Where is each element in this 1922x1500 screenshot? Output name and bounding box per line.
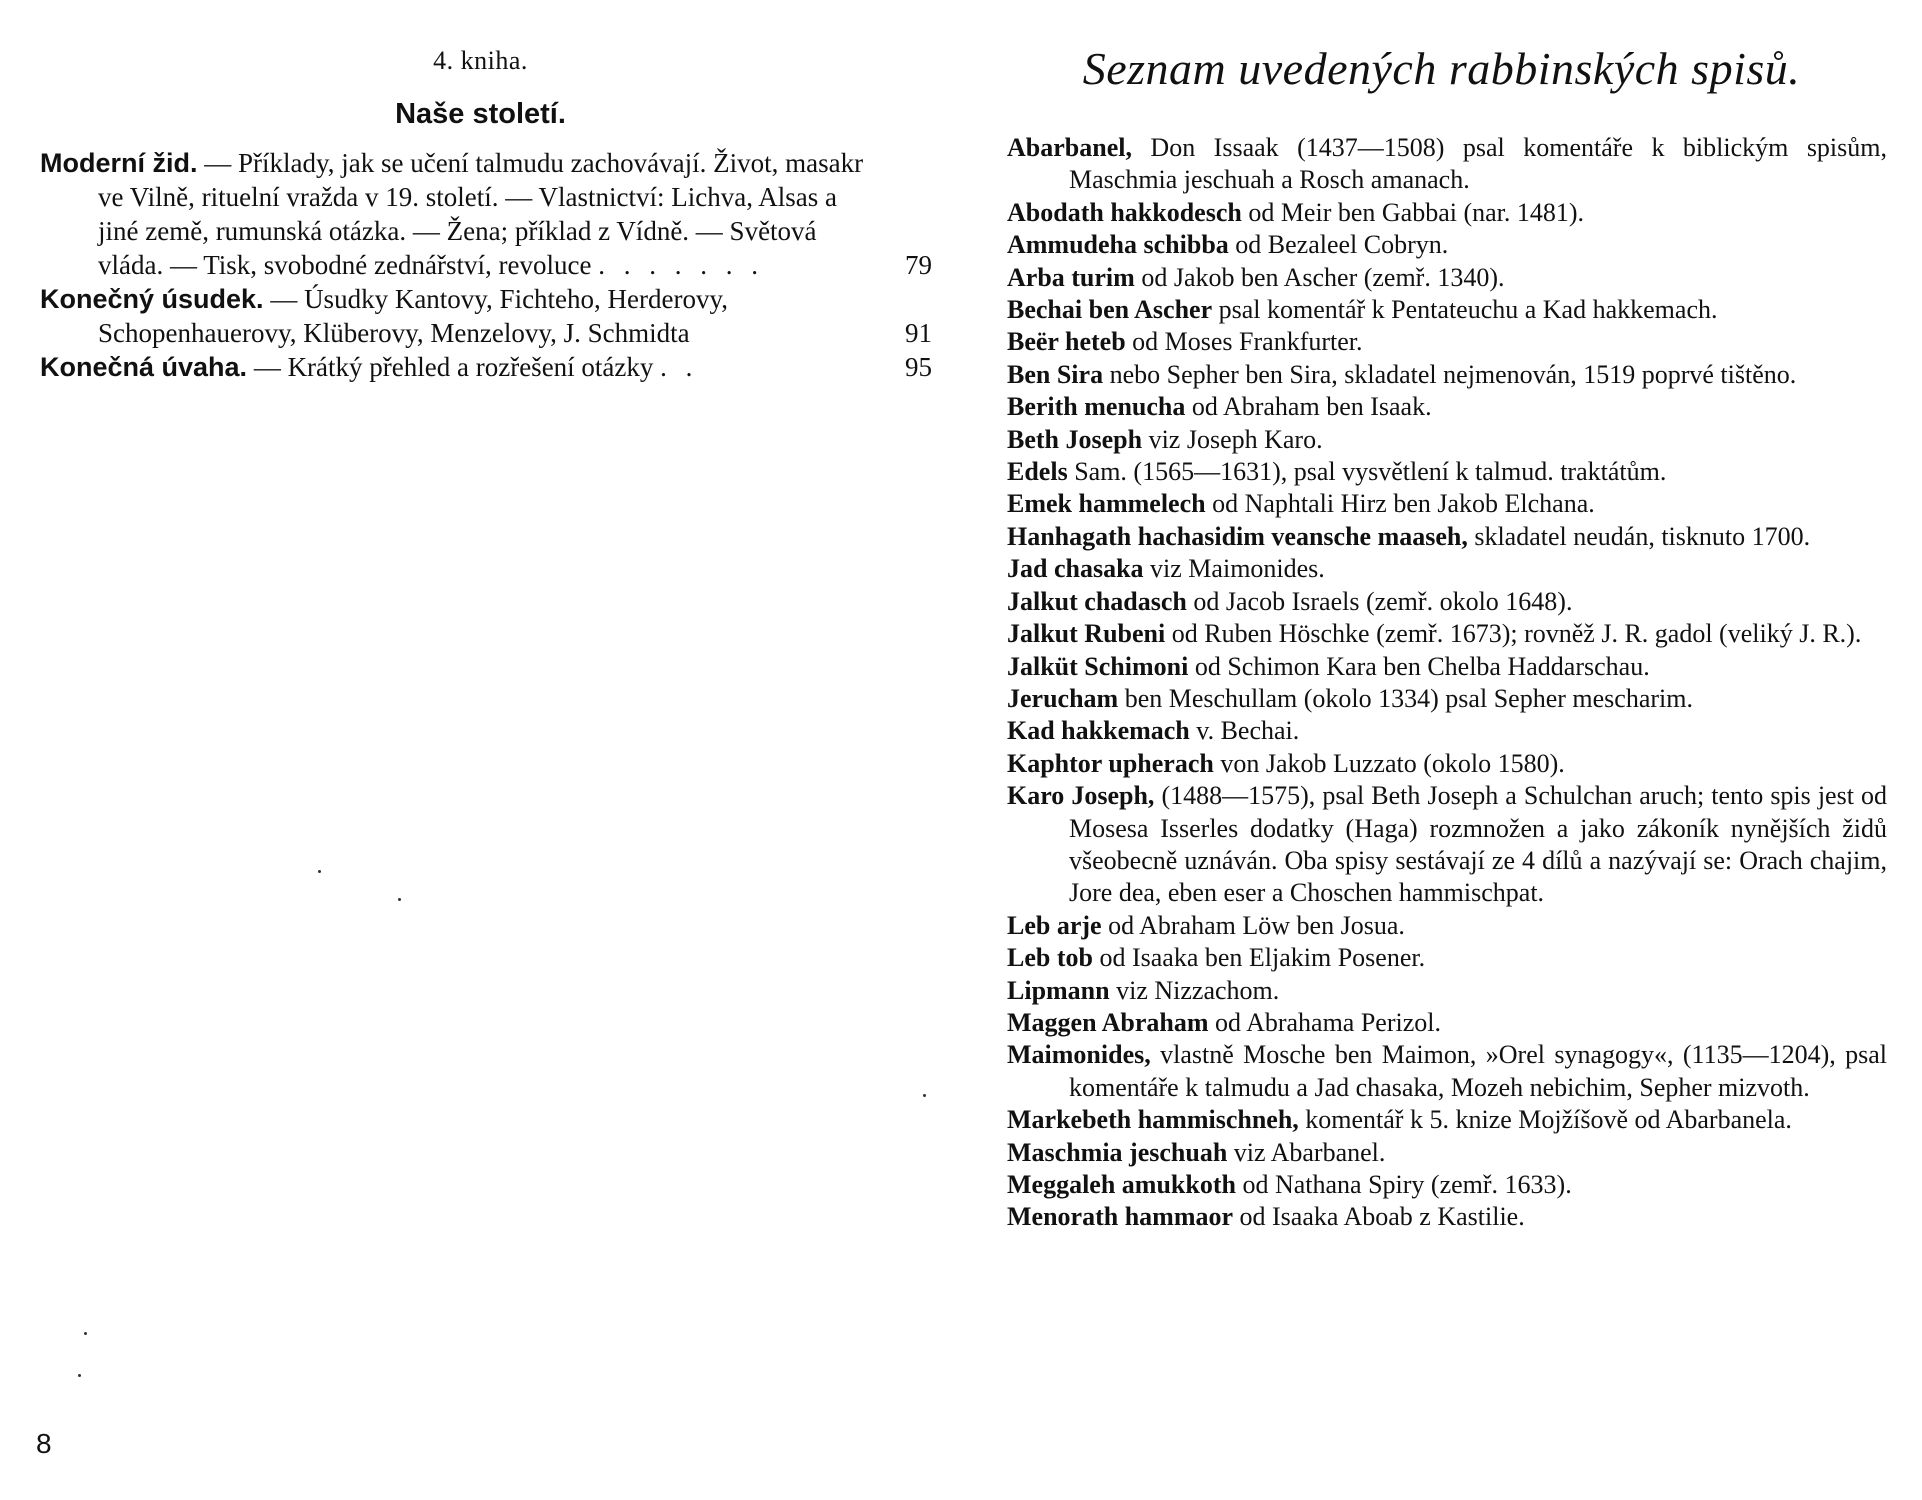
index-text: od Moses Frankfurter. [1125,327,1363,357]
index-text: od Isaaka Aboab z Kastilie. [1233,1202,1525,1232]
index-text: od Abrahama Perizol. [1208,1007,1441,1037]
index-term: Leb tob [1007,943,1093,973]
index-text: od Naphtali Hirz ben Jakob Elchana. [1205,489,1595,519]
right-page [961,0,1922,1500]
index-entry [1007,618,1887,650]
index-text: komentář k 5. knize Mojžíšově od Abarbanela. [1298,1105,1792,1135]
toc-text: — Krátký přehled a rozřešení otázky [247,352,654,382]
index-text: Don Issaak (1437—1508) psal komentáře k biblickým spisům, Maschmia jeschuah a Rosch amanach. [1069,133,1887,195]
index-term: Abodath hakkodesch [1007,197,1242,227]
index-term: Edels [1007,457,1068,487]
index-text: viz Abarbanel. [1227,1137,1386,1167]
toc-page-number: 95 [905,352,932,382]
book-title: Naše století. [395,98,566,130]
index-entry [1007,294,1887,326]
index-text: od Ruben Höschke (zemř. 1673); rovněž J. R. gadol (veliký J. R.). [1165,619,1862,649]
index-term: Emek hammelech [1007,489,1206,519]
index-entry [1007,1137,1887,1169]
index-term: Jerucham [1007,683,1119,713]
index-term: Jalküt Schimoni [1007,651,1189,681]
index-entry [1007,456,1887,488]
index-text: von Jakob Luzzato (okolo 1580). [1213,748,1565,778]
index-term: Lipmann [1007,975,1110,1005]
index-entry [1007,488,1887,520]
index-entry [1007,521,1887,553]
index-term: Berith menucha [1007,392,1186,422]
index-entry [1007,359,1887,391]
index-entry [1007,942,1887,974]
index-entry [1007,1104,1887,1136]
index-text: v. Bechai. [1189,716,1300,746]
index-text: vlastně Mosche ben Maimon, »Orel synagogy«, (1135—1204), psal komentáře k talmudu a Jad chasaka, Mozeh nebichim, Sepher mizvoth. [1069,1040,1887,1102]
index-text: od Abraham ben Isaak. [1185,392,1432,422]
index-term: Markebeth hammischneh, [1007,1105,1299,1135]
toc-leader: . . [660,352,699,382]
index-term: Beër heteb [1007,327,1126,357]
index-entry [1007,748,1887,780]
index-text: ben Meschullam (okolo 1334) psal Sepher mescharim. [1118,683,1693,713]
index-term: Kad hakkemach [1007,716,1190,746]
index-text: nebo Sepher ben Sira, skladatel nejmenován, 1519 poprvé tištěno. [1103,359,1797,389]
index-text: od Abraham Löw ben Josua. [1101,910,1405,940]
index-entry [1007,975,1887,1007]
index-entry [1007,197,1887,229]
index-term: Leb arje [1007,910,1102,940]
index-term: Kaphtor upherach [1007,748,1214,778]
index-text: psal komentář k Pentateuchu a Kad hakkemach. [1212,295,1718,325]
toc-page-number: 91 [905,318,932,348]
index-text: od Meir ben Gabbai (nar. 1481). [1241,197,1585,227]
index-text: viz Nizzachom. [1109,975,1280,1005]
index-text: Sam. (1565—1631), psal vysvětlení k talmud. traktátům. [1067,457,1667,487]
index-entry [1007,553,1887,585]
toc-leader: . . . . . . . [598,250,764,280]
index-entry [1007,780,1887,910]
toc-entry [40,282,932,350]
index-term: Maschmia jeschuah [1007,1137,1228,1167]
toc-entry [40,350,932,384]
index-term: Bechai ben Ascher [1007,295,1213,325]
index-term: Beth Joseph [1007,424,1143,454]
index-entry [1007,1007,1887,1039]
index-entry [1007,1169,1887,1201]
ink-speck [318,870,321,873]
index-term: Ben Sira [1007,359,1104,389]
ink-speck [78,1374,81,1377]
index-list [1007,132,1887,1234]
index-text: od Nathana Spiry (zemř. 1633). [1235,1170,1572,1199]
toc-page-number: 79 [905,250,932,280]
index-term: Hanhagath hachasidim veansche maaseh, [1007,521,1468,551]
index-entry [1007,262,1887,294]
index-term: Menorath hammaor [1007,1202,1234,1232]
index-entry [1007,1201,1887,1233]
toc-entry [40,146,932,282]
index-entry [1007,1039,1887,1104]
index-term: Abarbanel, [1007,133,1132,162]
index-term: Meggaleh amukkoth [1007,1170,1236,1199]
toc-text: — Úsudky Kantovy, Fichteho, Herderovy, Schopenhauerovy, Klüberovy, Menzelovy, J. Schmidta [98,284,728,348]
toc-heading: Konečná úvaha. [40,352,248,382]
index-term: Arba turim [1007,262,1135,292]
index-entry [1007,132,1887,197]
index-entry [1007,424,1887,456]
index-entry [1007,683,1887,715]
index-entry [1007,715,1887,747]
book-number: 4. kniha. [433,46,528,75]
index-entry [1007,651,1887,683]
index-text: skladatel neudán, tisknuto 1700. [1467,521,1811,551]
page-number: 8 [36,1428,52,1459]
index-text: (1488—1575), psal Beth Joseph a Schulchan aruch; tento spis jest od Mosesa Isserles dodatky (Haga) rozmnožen a jako zákoník nynějších židů všeobecně uznáván. Oba spisy sestávají ze 4 dílů a nazývají se: Orach chajim, Jore dea, eben eser a Choschen hammischpat. [1069,781,1887,908]
index-entry [1007,229,1887,261]
toc-heading: Moderní žid. [40,148,198,178]
index-term: Jalkut Rubeni [1007,619,1166,649]
index-text: od Isaaka ben Eljakim Posener. [1092,943,1426,973]
index-entry [1007,586,1887,618]
index-term: Maggen Abraham [1007,1007,1209,1037]
index-term: Maimonides, [1007,1040,1151,1070]
index-text: od Jakob ben Ascher (zemř. 1340). [1134,262,1505,292]
index-term: Jalkut chadasch [1007,586,1187,616]
index-text: od Jacob Israels (zemř. okolo 1648). [1186,586,1573,616]
ink-speck [84,1332,87,1335]
index-text: od Schimon Kara ben Chelba Haddarschau. [1188,651,1650,681]
index-entry [1007,391,1887,423]
toc-text: — Příklady, jak se učení talmudu zachovávají. Život, masakr ve Vilně, rituelní vražda v 19. století. — Vlastnictví: Lichva, Alsas a jiné země, rumunská otázka. — Žena; příklad z Vídně. — Světová vláda. — Tisk, svobodné zednářství, revoluce [98,148,864,280]
index-title: Seznam uvedených rabbinských spisů. [1082,43,1801,94]
index-text: viz Joseph Karo. [1142,424,1323,454]
index-term: Jad chasaka [1007,554,1144,584]
table-of-contents [40,146,932,384]
index-text: od Bezaleel Cobryn. [1228,230,1449,260]
index-term: Karo Joseph, [1007,781,1155,811]
ink-speck [923,1094,926,1097]
index-entry [1007,326,1887,358]
index-entry [1007,910,1887,942]
index-text: viz Maimonides. [1143,554,1325,584]
toc-heading: Konečný úsudek. [40,284,264,314]
index-term: Ammudeha schibba [1007,230,1229,260]
ink-speck [398,898,401,901]
